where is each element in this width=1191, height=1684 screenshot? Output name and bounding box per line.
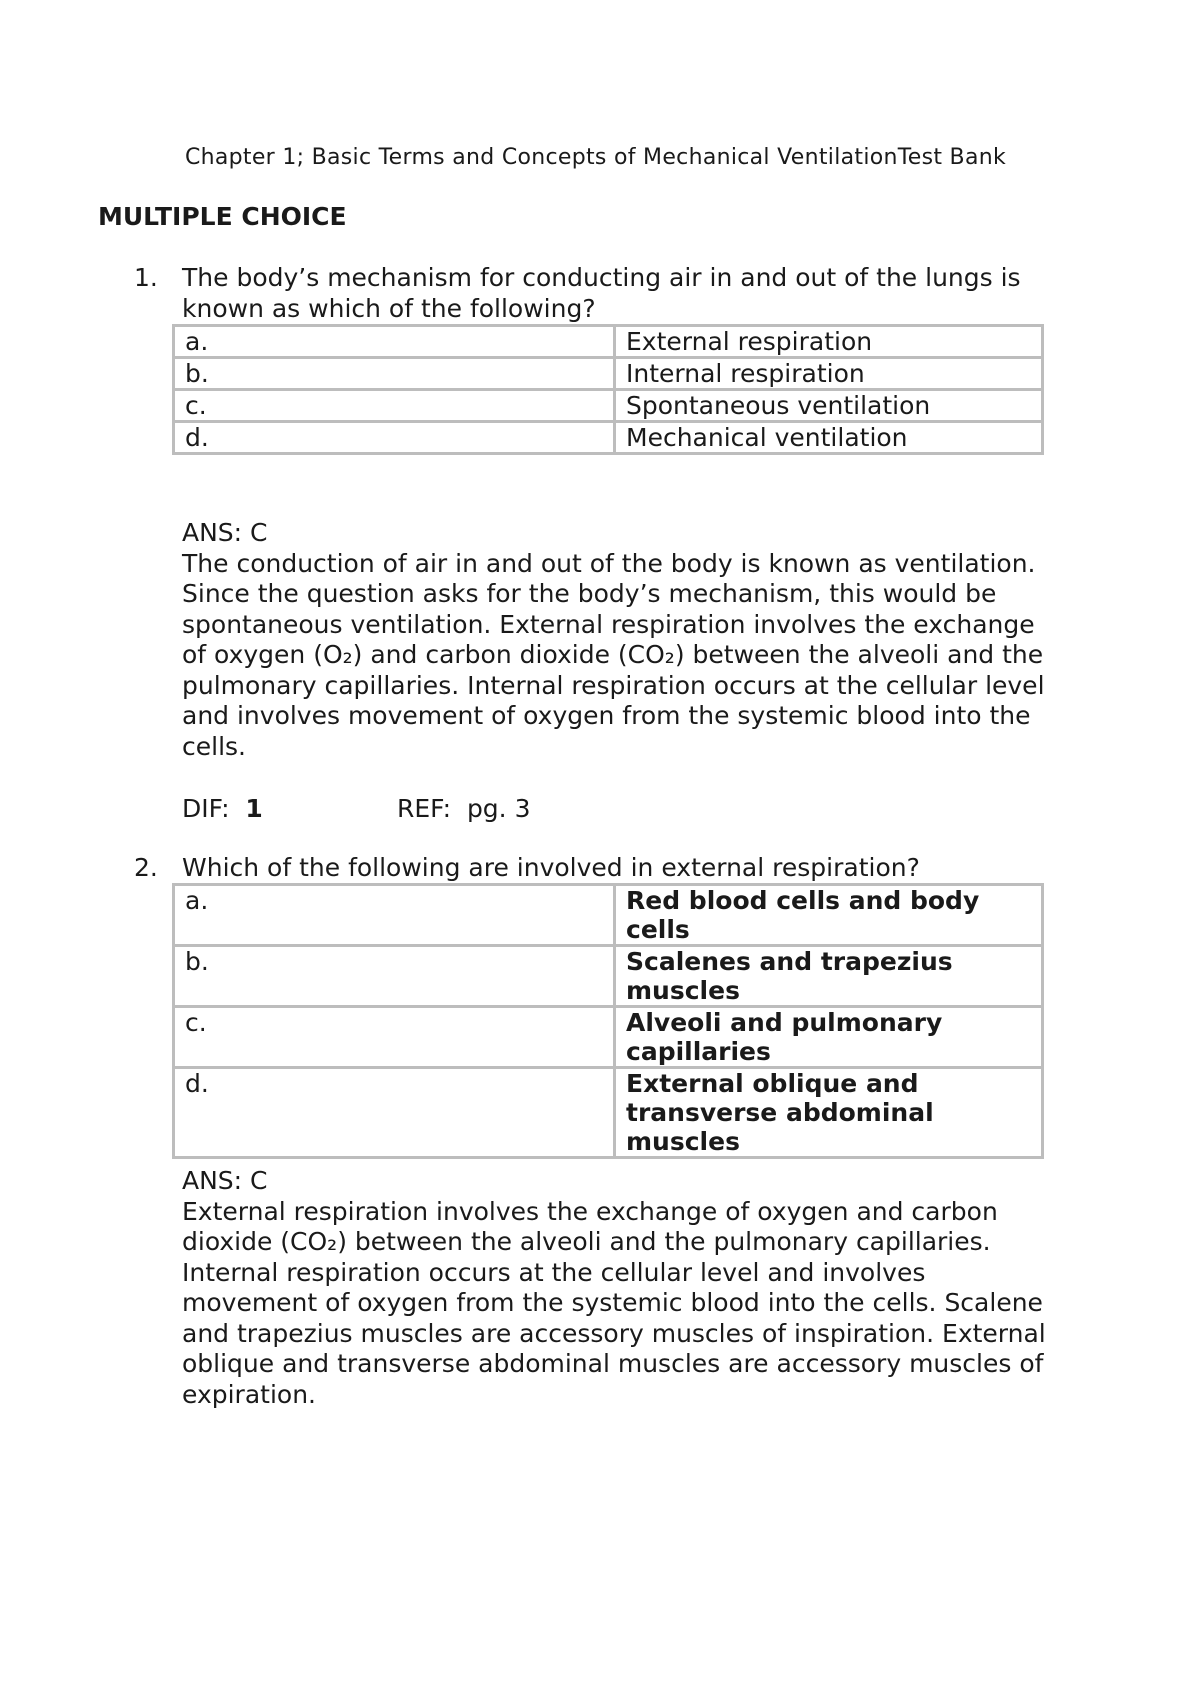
choice-text: Alveoli and pulmonary capillaries [615, 1007, 1043, 1068]
choice-row [174, 1068, 1043, 1158]
answer-block-1 [182, 518, 1062, 762]
answer-label: ANS: C [182, 1166, 268, 1195]
answer-rationale: The conduction of air in and out of the body is known as ventilation. Since the question asks for the body’s mechanism, this would be spontaneous ventilation. External respiration involves the exchange of oxygen (O₂) and carbon dioxide (CO₂) between the alveoli and the pulmonary capillaries. Internal respiration occurs at the cellular level and involves movement of oxygen from the systemic blood into the cells. [182, 548, 1045, 761]
choice-text: Internal respiration [615, 358, 1043, 390]
choices-table [172, 883, 1044, 1159]
dif-value: 1 [245, 794, 263, 823]
question-text: The body’s mechanism for conducting air in and out of the lungs is known as which of the following? [182, 263, 1021, 323]
choice-row [174, 885, 1043, 946]
choice-letter: c. [174, 390, 615, 422]
section-heading: MULTIPLE CHOICE [98, 202, 347, 231]
choice-letter: a. [174, 326, 615, 358]
ref-label: REF: [397, 794, 452, 823]
choice-row [174, 422, 1043, 454]
question-text: Which of the following are involved in external respiration? [182, 853, 920, 882]
answer-label: ANS: C [182, 518, 268, 547]
choice-text: Spontaneous ventilation [615, 390, 1043, 422]
choice-text: External respiration [615, 326, 1043, 358]
choice-text: Scalenes and trapezius muscles [615, 946, 1043, 1007]
choice-row [174, 1007, 1043, 1068]
answer-block-2 [182, 1166, 1062, 1410]
chapter-title: Chapter 1; Basic Terms and Concepts of Mechanical VentilationTest Bank [184, 145, 1007, 170]
choices-table [172, 324, 1044, 455]
choice-letter: d. [174, 422, 615, 454]
question-meta [182, 794, 530, 823]
question-number: 1. [134, 263, 158, 292]
dif-label: DIF: [182, 794, 230, 823]
answer-rationale: External respiration involves the exchange of oxygen and carbon dioxide (CO₂) between the alveoli and the pulmonary capillaries. Internal respiration occurs at the cellular level and involves movement of oxygen from the systemic blood into the cells. Scalene and trapezius muscles are accessory muscles of inspiration. External oblique and transverse abdominal muscles are accessory muscles of expiration. [182, 1196, 1046, 1409]
reference [397, 794, 530, 823]
choice-text: Red blood cells and body cells [615, 885, 1043, 946]
choice-letter: b. [174, 946, 615, 1007]
choice-row [174, 390, 1043, 422]
difficulty [182, 794, 397, 823]
question-1 [134, 262, 1054, 455]
choice-letter: d. [174, 1068, 615, 1158]
choice-letter: c. [174, 1007, 615, 1068]
ref-value: pg. 3 [466, 794, 531, 823]
choice-text: Mechanical ventilation [615, 422, 1043, 454]
question-number: 2. [134, 853, 158, 882]
choice-row [174, 326, 1043, 358]
choice-row [174, 946, 1043, 1007]
choice-row [174, 358, 1043, 390]
choice-letter: b. [174, 358, 615, 390]
choice-text: External oblique and transverse abdominal muscles [615, 1068, 1043, 1158]
choice-letter: a. [174, 885, 615, 946]
question-2 [134, 852, 1054, 1159]
